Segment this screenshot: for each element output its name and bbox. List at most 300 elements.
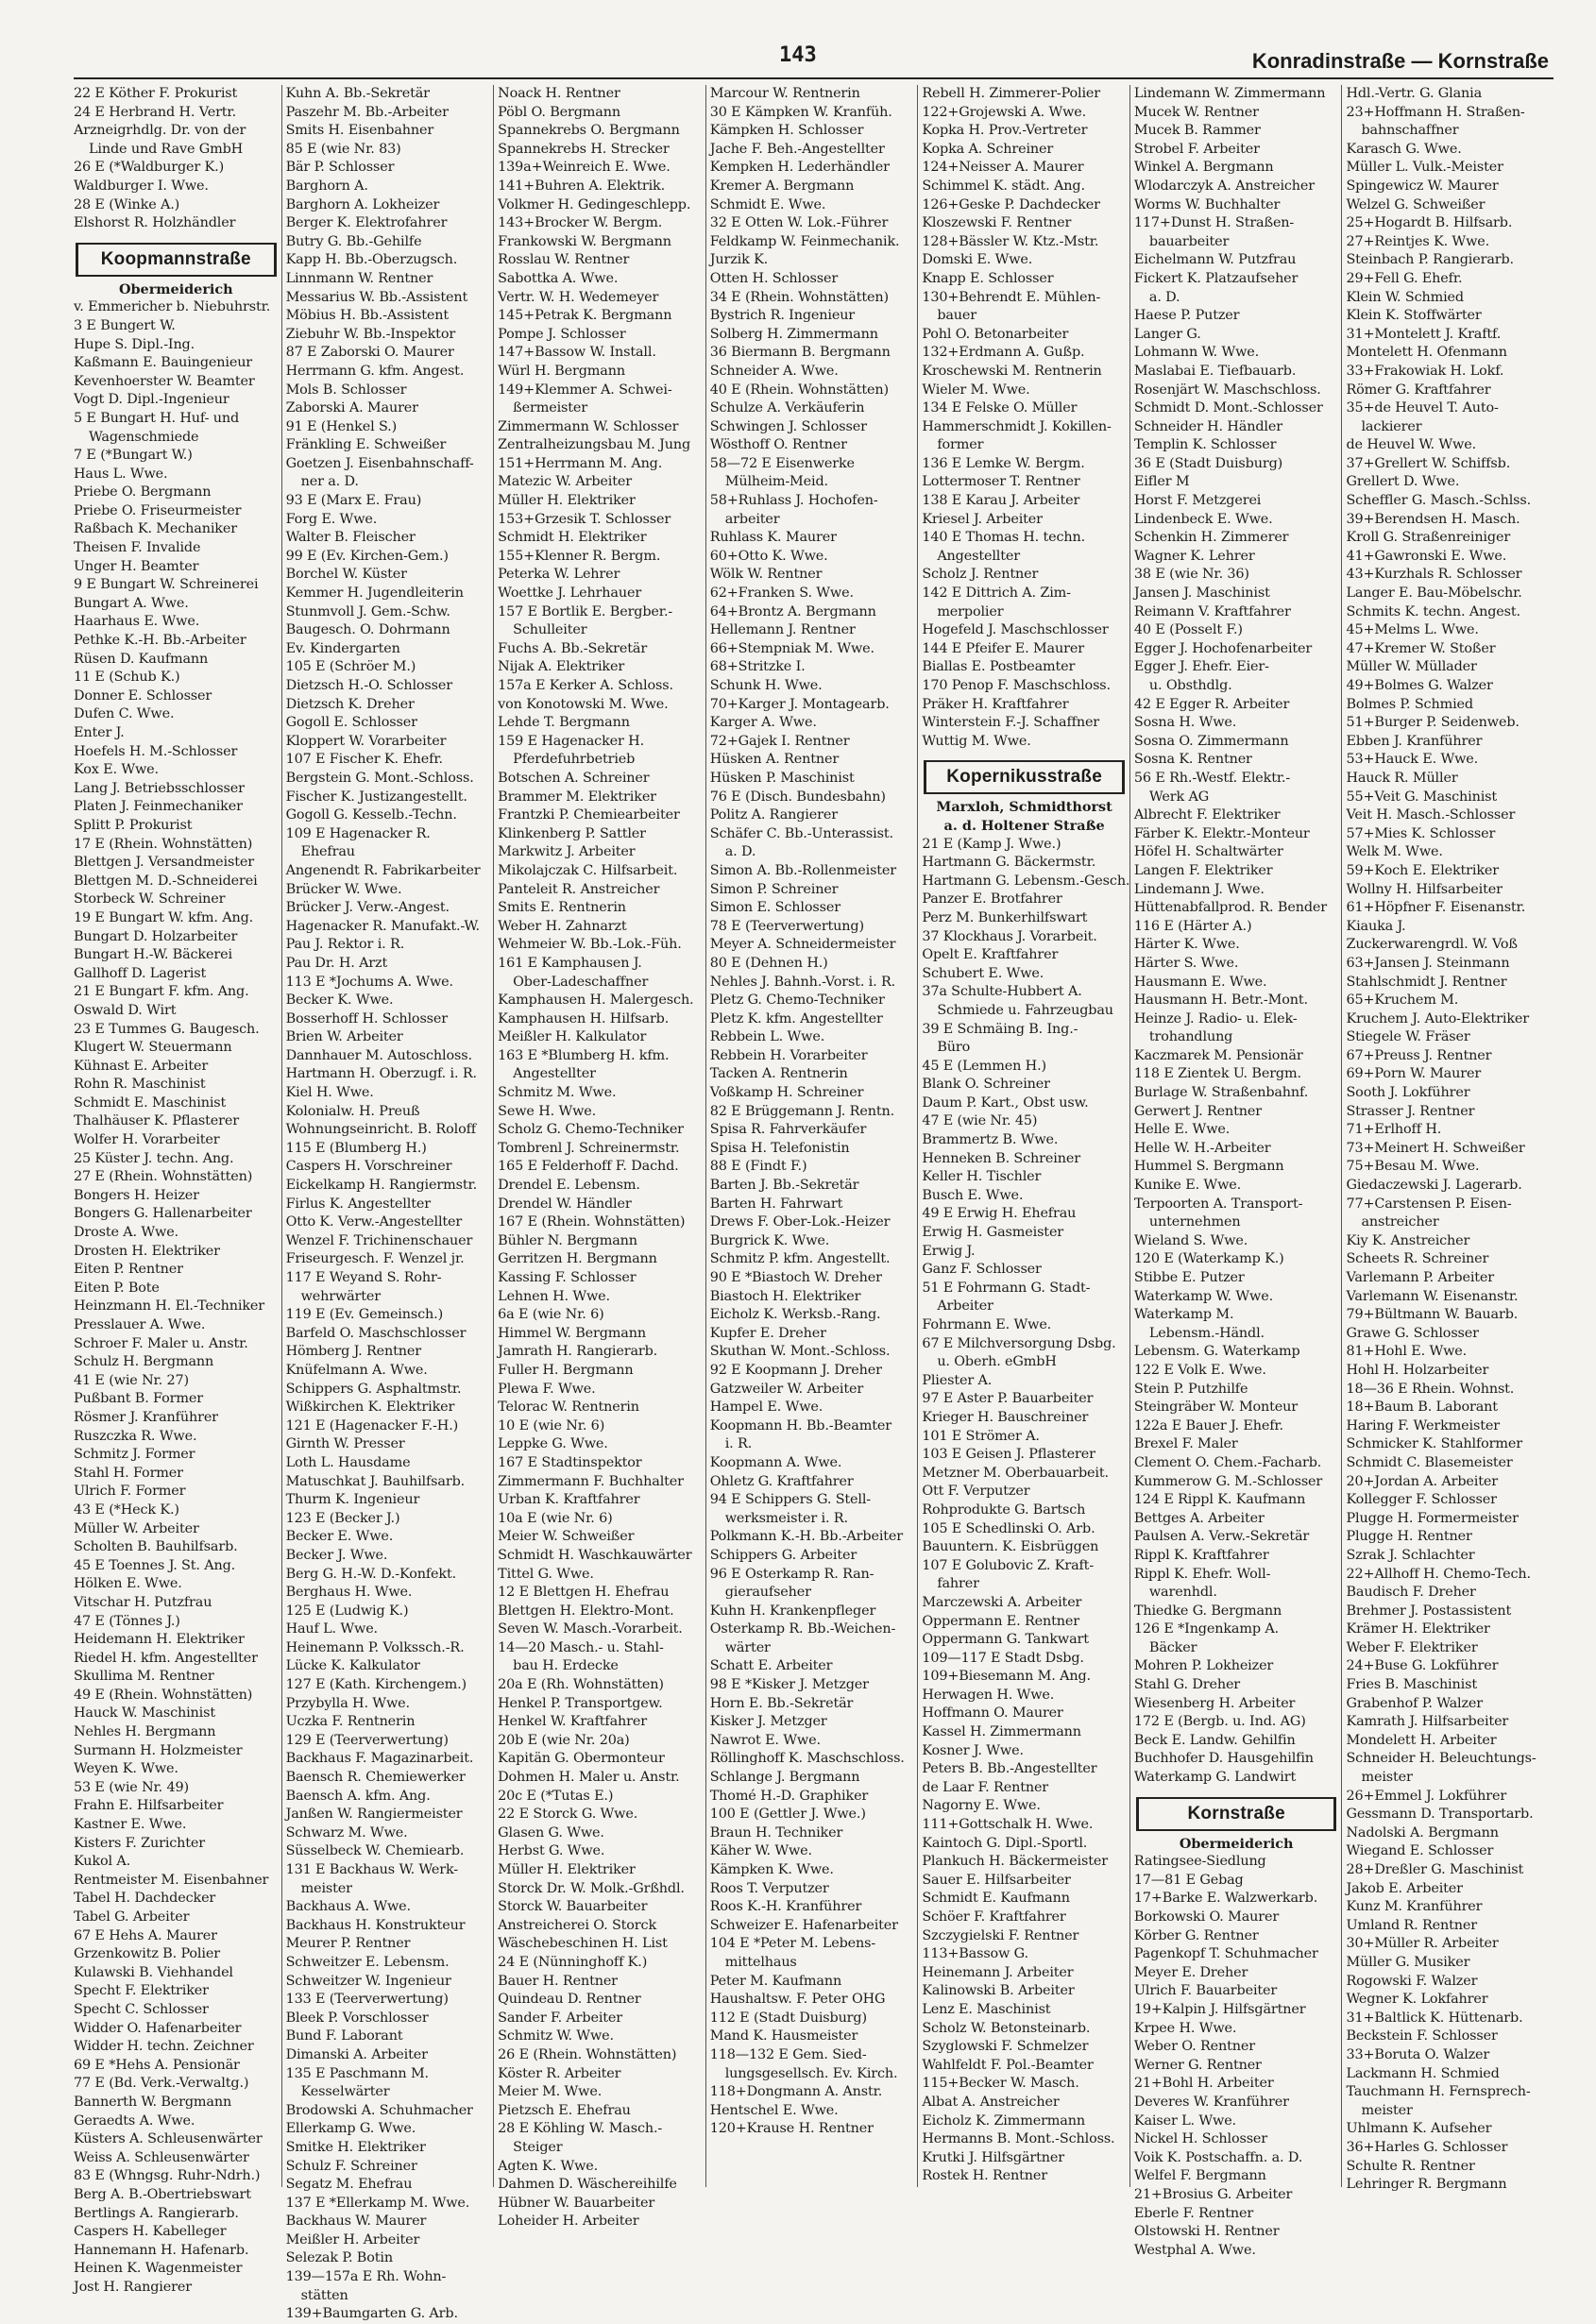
resident-entry: Kruchem J. Auto-Elektriker [1346, 1010, 1530, 1026]
resident-entry: Heinemann J. Arbeiter [922, 1964, 1074, 1980]
resident-entry: 23 E Tummes G. Baugesch. [74, 1021, 260, 1037]
resident-entry: Grzenkowitz B. Polier [74, 1946, 220, 1962]
resident-entry: Beckstein F. Schlosser [1346, 2028, 1498, 2044]
resident-entry: 117+Dunst H. Straßen- [1133, 215, 1295, 231]
resident-entry: Pau J. Rektor i. R. [285, 937, 405, 953]
resident-entry: Zuckerwarengrdl. W. Voß [1346, 937, 1518, 953]
resident-entry: Peters B. Bb.-Angestellter [922, 1761, 1097, 1777]
resident-entry: de Heuvel W. Wwe. [1346, 437, 1477, 453]
resident-entry: 49+Bolmes G. Walzer [1346, 678, 1493, 693]
resident-entry: Stibbe E. Putzer [1133, 1270, 1245, 1285]
resident-entry: 20a E (Rh. Wohnstätten) [498, 1677, 664, 1693]
resident-entry: Lottermoser T. Rentner [922, 474, 1080, 490]
resident-entry: Plewa F. Wwe. [498, 1381, 596, 1397]
resident-entry: Herwagen H. Wwe. [922, 1687, 1055, 1703]
resident-entry: Thomé H.-D. Graphiker [709, 1788, 869, 1804]
resident-entry: Sewe H. Wwe. [498, 1103, 597, 1119]
resident-entry: Solberg H. Zimmermann [709, 326, 878, 342]
resident-entry: Zaborski A. Maurer [285, 400, 418, 416]
resident-entry: 40 E (Posselt F.) [1133, 622, 1243, 638]
resident-entry: Sander F. Arbeiter [498, 2010, 623, 2026]
resident-entry: Loheider H. Arbeiter [498, 2214, 639, 2230]
resident-entry: Schimmel K. städt. Ang. [922, 178, 1085, 194]
resident-entry: Kaiser L. Wwe. [1133, 2112, 1236, 2129]
resident-entry: Spisa H. Telefonistin [709, 1140, 850, 1156]
resident-entry: Theisen F. Invalide [74, 540, 201, 556]
resident-entry: Kiauka J. [1346, 918, 1406, 934]
resident-entry: Jansen J. Maschinist [1133, 585, 1270, 602]
resident-entry: Karasch G. Wwe. [1346, 141, 1462, 157]
resident-entry: Ober-Ladeschaffner [513, 974, 649, 990]
resident-entry: Eberle F. Rentner [1133, 2205, 1254, 2221]
resident-entry: Sooth J. Lokführer [1346, 1085, 1470, 1101]
resident-entry: 172 E (Bergb. u. Ind. AG) [1133, 1714, 1306, 1730]
resident-entry: Spannekrebs O. Bergmann [498, 123, 680, 139]
resident-entry: Wiegand E. Schlosser [1346, 1843, 1494, 1859]
resident-entry: Schneider A. Wwe. [709, 363, 839, 379]
resident-entry: 39+Berendsen H. Masch. [1346, 511, 1520, 527]
resident-entry: Drendel W. Händler [498, 1196, 632, 1212]
resident-entry: Otto K. Verw.-Angestellter [285, 1214, 463, 1230]
resident-entry: 85 E (wie Nr. 83) [285, 141, 401, 157]
resident-entry: Wohnungseinricht. B. Roloff [285, 1122, 476, 1138]
resident-entry: Bongers G. Hallenarbeiter [74, 1206, 252, 1222]
resident-entry: Seven W. Masch.-Vorarbeit. [498, 1621, 683, 1637]
resident-entry: Caspers H. Kabelleger [74, 2224, 227, 2240]
resident-entry: 58—72 E Eisenwerke [709, 455, 855, 471]
resident-entry: Pietzsch E. Ehefrau [498, 2102, 631, 2118]
resident-entry: Horn E. Bb.-Sekretär [709, 1695, 854, 1711]
resident-entry: meister [300, 1880, 352, 1896]
resident-entry: Kuhn A. Bb.-Sekretär [285, 86, 430, 101]
resident-entry: Polkmann K.-H. Bb.-Arbeiter [709, 1529, 903, 1545]
resident-entry: 21 E (Kamp J. Wwe.) [922, 836, 1061, 852]
resident-entry: Brodowski A. Schuhmacher [285, 2102, 473, 2118]
resident-entry: Brehmer J. Postassistent [1346, 1603, 1512, 1619]
resident-entry: 132+Erdmann A. Gußp. [922, 345, 1085, 361]
resident-entry: Schmidt E. Kaufmann [922, 1891, 1070, 1907]
resident-entry: Droste A. Wwe. [74, 1225, 178, 1241]
resident-entry: 118 E Zientek U. Bergm. [1133, 1066, 1301, 1082]
resident-entry: 19+Kalpin J. Hilfsgärtner [1133, 2001, 1306, 2017]
resident-entry: Hauck R. Müller [1346, 770, 1458, 786]
resident-entry: Unger H. Beamter [74, 558, 199, 574]
resident-entry: Panteleit R. Anstreicher [498, 881, 660, 897]
resident-entry: 133 E (Teerverwertung) [285, 1992, 449, 2008]
resident-entry: Kempken H. Lederhändler [709, 160, 890, 176]
resident-entry: 104 E *Peter M. Lebens- [709, 1936, 876, 1952]
resident-entry: 45 E Toennes J. St. Ang. [74, 1557, 236, 1573]
resident-entry: Bauer H. Rentner [498, 1973, 618, 1989]
resident-entry: Feldkamp W. Feinmechanik. [709, 233, 900, 249]
resident-entry: 142 E Dittrich A. Zim- [922, 585, 1071, 602]
resident-entry: Schweitzer E. Lebensm. [285, 1954, 450, 1970]
resident-entry: Schulze A. Verkäuferin [709, 400, 865, 416]
resident-entry: Nehles J. Bahnh.-Vorst. i. R. [709, 974, 896, 990]
resident-entry: Bleek P. Vorschlosser [285, 2010, 429, 2026]
resident-entry: Oppermann G. Tankwart [922, 1632, 1089, 1648]
resident-entry: 98 E *Kisker J. Metzger [709, 1677, 869, 1693]
resident-entry: Kriesel J. Arbeiter [922, 511, 1043, 527]
resident-entry: Präker H. Kraftfahrer [922, 696, 1069, 712]
resident-entry: 109—117 E Stadt Dsbg. [922, 1650, 1084, 1666]
resident-entry: Zentralheizungsbau M. Jung [498, 437, 691, 453]
resident-entry: Maslabai E. Tiefbauarb. [1133, 363, 1297, 379]
resident-entry: Bungart D. Holzarbeiter [74, 928, 238, 944]
resident-entry: 45+Melms L. Wwe. [1346, 622, 1479, 638]
resident-entry: Schmits K. techn. Angest. [1346, 603, 1520, 619]
resident-entry: Schroer F. Maler u. Anstr. [74, 1335, 248, 1351]
resident-entry: Stahl H. Former [74, 1465, 183, 1481]
resident-entry: Firlus K. Angestellter [285, 1196, 431, 1212]
resident-entry: Kopka H. Prov.-Vertreter [922, 123, 1088, 139]
resident-entry: 82 E Brüggemann J. Rentn. [709, 1103, 894, 1119]
resident-entry: Mols B. Schlosser [285, 382, 407, 398]
resident-entry: Barten H. Fahrwart [709, 1196, 843, 1212]
resident-entry: Terpoorten A. Transport- [1133, 1196, 1303, 1212]
resident-entry: Glasen G. Wwe. [498, 1824, 604, 1841]
resident-entry: Tabel G. Arbeiter [74, 1909, 190, 1925]
resident-entry: Hübner W. Bauarbeiter [498, 2195, 655, 2211]
resident-entry: Scholz G. Chemo-Techniker [498, 1122, 684, 1138]
resident-entry: 122 E Volk E. Wwe. [1133, 1362, 1266, 1378]
resident-entry: Kollegger F. Schlosser [1346, 1492, 1497, 1508]
resident-entry: Heinemann P. Volkssch.-R. [285, 1639, 465, 1655]
resident-entry: Meurer P. Rentner [285, 1936, 411, 1952]
resident-entry: 139—157a E Rh. Wohn- [285, 2269, 447, 2285]
resident-entry: Osterkamp R. Bb.-Weichen- [709, 1621, 896, 1637]
resident-entry: Spannekrebs H. Strecker [498, 141, 670, 157]
resident-entry: Bergstein G. Mont.-Schloss. [285, 770, 474, 786]
resident-entry: 28 E Köhling W. Masch.- [498, 2121, 663, 2137]
resident-entry: Noack H. Rentner [498, 86, 620, 101]
resident-entry: Voik K. Postschaffn. a. D. [1133, 2149, 1303, 2165]
resident-entry: Welfel F. Bergmann [1133, 2168, 1266, 2184]
resident-entry: Becker J. Wwe. [285, 1547, 388, 1563]
resident-entry: 113 E *Jochums A. Wwe. [285, 974, 453, 990]
resident-entry: Caspers H. Vorschreiner [285, 1159, 452, 1175]
resident-entry: 129 E (Teerverwertung) [285, 1732, 449, 1748]
resident-entry: Mohren P. Lokheizer [1133, 1658, 1274, 1674]
resident-entry: Berg G. H.-W. D.-Konfekt. [285, 1566, 457, 1582]
resident-entry: Meier M. Wwe. [498, 2084, 603, 2100]
resident-entry: 36 Biermann B. Bergmann [709, 345, 891, 361]
resident-entry: Schneider H. Beleuchtungs- [1346, 1751, 1537, 1767]
resident-entry: 35+de Heuvel T. Auto- [1346, 400, 1499, 416]
resident-entry: Hummel S. Bergmann [1133, 1159, 1284, 1175]
resident-entry: Haus L. Wwe. [74, 466, 168, 482]
district-subheading: Marxloh, Schmidthorst [936, 799, 1112, 816]
resident-entry: Backhaus W. Maurer [285, 2214, 427, 2230]
resident-entry: Schmitz M. Wwe. [498, 1085, 617, 1101]
resident-entry: Kunz M. Kranführer [1346, 1899, 1483, 1915]
resident-entry: Beck E. Landw. Gehilfin [1133, 1732, 1296, 1748]
resident-entry: Karger A. Wwe. [709, 715, 817, 731]
resident-entry: lungsgesellsch. Ev. Kirch. [724, 2065, 898, 2081]
resident-entry: former [937, 437, 984, 453]
resident-entry: 43+Kurzhals R. Schlosser [1346, 567, 1522, 583]
resident-entry: Pöbl O. Bergmann [498, 104, 620, 120]
resident-entry: Schöer F. Kraftfahrer [922, 1909, 1066, 1925]
resident-entry: 126+Geske P. Dachdecker [922, 196, 1100, 212]
resident-entry: Eicholz K. Zimmermann [922, 2112, 1085, 2129]
resident-entry: 9 E Bungart W. Schreinerei [74, 577, 259, 593]
resident-entry: Storck Dr. W. Molk.-Grßhdl. [498, 1880, 685, 1896]
resident-entry: Blettgen J. Versandmeister [74, 855, 254, 871]
resident-entry: Blettgen M. D.-Schneiderei [74, 873, 258, 889]
resident-entry: Brücker W. Wwe. [285, 881, 402, 897]
resident-entry: 3 E Bungert W. [74, 317, 176, 333]
resident-entry: Wolfer H. Vorarbeiter [74, 1132, 220, 1148]
resident-entry: Bungart A. Wwe. [74, 595, 189, 611]
resident-entry: Priebe O. Friseurmeister [74, 502, 242, 518]
resident-entry: 22 E Storck G. Wwe. [498, 1807, 638, 1823]
resident-entry: Krpee H. Wwe. [1133, 2020, 1237, 2036]
resident-entry: Klein W. Schmied [1346, 289, 1464, 305]
resident-entry: 78 E (Teerverwertung) [709, 918, 864, 934]
resident-entry: Mülheim-Meid. [724, 474, 828, 490]
resident-entry: Möbius H. Bb.-Assistent [285, 308, 449, 324]
resident-entry: Henkel W. Kraftfahrer [498, 1714, 647, 1730]
resident-entry: Ehefrau [300, 844, 355, 860]
resident-entry: Erwig H. Gasmeister [922, 1225, 1064, 1241]
resident-entry: Linde und Rave GmbH [89, 141, 244, 157]
column-5 [917, 85, 1129, 2187]
resident-entry: Schmitz P. kfm. Angestellt. [709, 1251, 891, 1267]
resident-entry: Forg E. Wwe. [285, 511, 378, 527]
resident-entry: Becker E. Wwe. [285, 1529, 394, 1545]
resident-entry: Müller G. Musiker [1346, 1954, 1470, 1970]
resident-entry: Kamphausen H. Hilfsarb. [498, 1010, 670, 1026]
resident-entry: Uhlmann K. Aufseher [1346, 2121, 1492, 2137]
resident-entry: Gallhoff D. Lagerist [74, 965, 207, 981]
resident-entry: Splitt P. Prokurist [74, 817, 193, 833]
resident-entry: Schmitz W. Wwe. [498, 2028, 614, 2044]
resident-entry: Schwarz M. Wwe. [285, 1824, 408, 1841]
resident-entry: 122+Grojewski A. Wwe. [922, 104, 1087, 120]
resident-entry: Fuller H. Bergmann [498, 1362, 634, 1378]
resident-entry: bauarbeiter [1148, 233, 1230, 249]
resident-entry: 145+Petrak K. Bergmann [498, 308, 672, 324]
resident-entry: Backhaus H. Konstrukteur [285, 1917, 466, 1933]
resident-entry: Kühnast E. Arbeiter [74, 1058, 209, 1074]
resident-entry: Storbeck W. Schreiner [74, 891, 226, 908]
resident-entry: Nijak A. Elektriker [498, 659, 625, 675]
resident-entry: Schubert E. Wwe. [922, 965, 1044, 981]
resident-entry: 20c E (*Tutas E.) [498, 1788, 614, 1804]
resident-entry: Schulz H. Bergmann [74, 1354, 214, 1370]
resident-entry: 136 E Lemke W. Bergm. [922, 455, 1085, 471]
resident-entry: Röllinghoff K. Maschschloss. [709, 1751, 905, 1767]
resident-entry: Bertlings A. Rangierarb. [74, 2205, 239, 2221]
resident-entry: Frankowski W. Bergmann [498, 233, 671, 249]
resident-entry: Haring F. Werkmeister [1346, 1417, 1500, 1433]
resident-entry: Jost H. Rangierer [74, 2279, 192, 2295]
resident-entry: Ziebuhr W. Bb.-Inspektor [285, 326, 456, 342]
resident-entry: Mikolajczak C. Hilfsarbeit. [498, 862, 678, 878]
resident-entry: Fohrmann E. Wwe. [922, 1317, 1052, 1332]
resident-entry: 124+Neisser A. Maurer [922, 160, 1084, 176]
resident-entry: Grabenhof P. Walzer [1346, 1695, 1484, 1711]
resident-entry: Biastoch H. Elektriker [709, 1288, 861, 1304]
resident-entry: Bolmes P. Schmied [1346, 696, 1473, 712]
resident-entry: Hampel E. Wwe. [709, 1399, 823, 1416]
resident-entry: Clement O. Chem.-Facharb. [1133, 1454, 1322, 1470]
resident-entry: Szyglowski F. Schmelzer [922, 2039, 1089, 2055]
resident-entry: 117 E Weyand S. Rohr- [285, 1270, 442, 1285]
resident-entry: Agten K. Wwe. [498, 2158, 599, 2174]
resident-entry: Schmidt H. Waschkauwärter [498, 1547, 692, 1563]
resident-entry: Panzer E. Brotfahrer [922, 891, 1062, 908]
resident-entry: bau H. Erdecke [513, 1658, 619, 1674]
resident-entry: Kiel H. Wwe. [285, 1085, 374, 1101]
resident-entry: Knüfelmann A. Wwe. [285, 1362, 428, 1378]
resident-entry: 109+Biesemann M. Ang. [922, 1669, 1091, 1685]
resident-entry: Scholz J. Rentner [922, 567, 1039, 583]
resident-entry: 167 E Stadtinspektor [498, 1454, 642, 1470]
resident-entry: Riedel H. kfm. Angestellter [74, 1650, 258, 1666]
resident-entry: Hausmann E. Wwe. [1133, 974, 1267, 990]
resident-entry: Hauck W. Maschinist [74, 1705, 215, 1722]
resident-entry: Brammer M. Elektriker [498, 789, 656, 805]
resident-entry: Busch E. Wwe. [922, 1187, 1024, 1203]
column-6 [1129, 85, 1342, 2258]
resident-entry: Meyer E. Dreher [1133, 1964, 1248, 1980]
resident-entry: 126 E *Ingenkamp A. [1133, 1621, 1280, 1637]
street-heading: Kopernikusstraße [924, 760, 1125, 794]
resident-entry: Haushaltsw. F. Peter OHG [709, 1992, 886, 2008]
resident-entry: Müller H. Elektriker [498, 1862, 636, 1877]
resident-entry: 20b E (wie Nr. 20a) [498, 1732, 630, 1748]
resident-entry: 24 E (Nünninghoff K.) [498, 1954, 648, 1970]
resident-entry: Jache F. Beh.-Angestellter [709, 141, 885, 157]
resident-entry: 63+Jansen J. Steinmann [1346, 955, 1510, 971]
resident-entry: Rentmeister M. Eisenbahner [74, 1872, 269, 1888]
resident-entry: Szczygielski F. Rentner [922, 1927, 1079, 1943]
resident-entry: Varlemann P. Arbeiter [1346, 1270, 1494, 1285]
resident-entry: Hüttenabfallprod. R. Bender [1133, 900, 1327, 916]
resident-entry: Bäcker [1148, 1639, 1197, 1655]
resident-entry: Scholz W. Betonsteinarb. [922, 2020, 1091, 2036]
resident-entry: 30+Müller R. Arbeiter [1346, 1936, 1499, 1952]
resident-entry: Fuchs A. Bb.-Sekretär [498, 640, 648, 656]
resident-entry: Bühler N. Bergmann [498, 1232, 637, 1248]
resident-entry: Goetzen J. Eisenbahnschaff- [285, 455, 474, 471]
resident-entry: Dietzsch K. Dreher [285, 696, 415, 712]
resident-entry: Kopka A. Schreiner [922, 141, 1054, 157]
resident-entry: 21+Bohl H. Arbeiter [1133, 2076, 1274, 2092]
resident-entry: Tauchmann H. Fernsprech- [1346, 2084, 1531, 2100]
resident-entry: 18—36 E Rhein. Wohnst. [1346, 1381, 1515, 1397]
resident-entry: 107 E Fischer K. Ehefr. [285, 752, 443, 768]
resident-entry: 87 E Zaborski O. Maurer [285, 345, 454, 361]
resident-entry: Lebensm. G. Waterkamp [1133, 1344, 1300, 1360]
resident-entry: Eickelkamp H. Rangiermstr. [285, 1178, 478, 1194]
resident-entry: Hölken E. Wwe. [74, 1576, 182, 1592]
resident-entry: Widder H. techn. Zeichner [74, 2039, 254, 2055]
resident-entry: Hoefels H. M.-Schlosser [74, 743, 238, 759]
resident-entry: Quindeau D. Rentner [498, 1992, 641, 2008]
resident-entry: Borkowski O. Maurer [1133, 1909, 1280, 1925]
resident-entry: 59+Koch E. Elektriker [1346, 862, 1499, 878]
resident-entry: 24 E Herbrand H. Vertr. [74, 104, 237, 120]
resident-entry: Kisker J. Metzger [709, 1714, 827, 1730]
resident-entry: Hannemann H. Hafenarb. [74, 2242, 249, 2258]
resident-entry: Kevenhoerster W. Beamter [74, 373, 255, 389]
resident-entry: Knapp E. Schlosser [922, 270, 1054, 286]
district-subheading: a. d. Holtener Straße [943, 817, 1105, 834]
resident-entry: 40 E (Rhein. Wohnstätten) [709, 382, 889, 398]
resident-entry: Ganz F. Schlosser [922, 1262, 1042, 1278]
resident-entry: 72+Gajek I. Rentner [709, 733, 850, 749]
resident-entry: Angenendt R. Fabrikarbeiter [285, 862, 481, 878]
resident-entry: 127 E (Kath. Kirchengem.) [285, 1677, 467, 1693]
resident-entry: 120 E (Waterkamp K.) [1133, 1251, 1284, 1267]
resident-entry: 67 E Hehs A. Maurer [74, 1927, 217, 1943]
resident-entry: Hentschel E. Wwe. [709, 2102, 839, 2118]
resident-entry: Kummerow G. M.-Schlosser [1133, 1473, 1323, 1489]
resident-entry: Körber G. Rentner [1133, 1927, 1259, 1943]
resident-entry: Wuttig M. Wwe. [922, 733, 1031, 749]
resident-entry: Kupfer E. Dreher [709, 1325, 826, 1341]
resident-entry: Kesselwärter [300, 2084, 390, 2100]
resident-entry: Keller H. Tischler [922, 1169, 1042, 1185]
resident-entry: Köster R. Arbeiter [498, 2065, 621, 2081]
resident-entry: 116 E (Härter A.) [1133, 918, 1252, 934]
resident-entry: Schweitzer W. Ingenieur [285, 1973, 451, 1989]
resident-entry: 144 E Pfeifer E. Maurer [922, 640, 1084, 656]
resident-entry: 30 E Kämpken W. Kranfüh. [709, 104, 892, 120]
street-heading: Koopmannstraße [76, 243, 277, 277]
resident-entry: Tombrenl J. Schreinermstr. [498, 1140, 680, 1156]
resident-entry: Helle W. H.-Arbeiter [1133, 1140, 1271, 1156]
resident-entry: Bungart H.-W. Bäckerei [74, 947, 232, 963]
resident-entry: Schäfer C. Bb.-Unterassist. [709, 825, 893, 841]
resident-entry: Stein P. Putzhilfe [1133, 1381, 1248, 1397]
resident-entry: 41 E (wie Nr. 27) [74, 1372, 190, 1388]
resident-entry: Schmidt E. Maschinist [74, 1094, 227, 1111]
resident-entry: Templin K. Schlosser [1133, 437, 1277, 453]
resident-entry: Schwingen J. Schlosser [709, 418, 867, 434]
resident-entry: trohandlung [1148, 1029, 1233, 1045]
resident-entry: Nehles H. Bergmann [74, 1724, 216, 1740]
resident-entry: 80 E (Dehnen H.) [709, 955, 828, 971]
resident-entry: Backhaus A. Wwe. [285, 1899, 411, 1915]
resident-entry: Heinen K. Wagenmeister [74, 2261, 243, 2277]
resident-entry: 6a E (wie Nr. 6) [498, 1307, 604, 1323]
resident-entry: 155+Klenner R. Bergm. [498, 548, 661, 564]
resident-entry: Ratingsee-Siedlung [1133, 1854, 1266, 1870]
resident-entry: Otten H. Schlosser [709, 270, 839, 286]
resident-entry: 97 E Aster P. Bauarbeiter [922, 1391, 1094, 1407]
resident-entry: 90 E *Biastoch W. Dreher [709, 1270, 882, 1285]
resident-entry: 66+Stempniak M. Wwe. [709, 640, 874, 656]
resident-entry: Pau Dr. H. Arzt [285, 955, 388, 971]
resident-entry: 21 E Bungart F. kfm. Ang. [74, 984, 249, 1000]
resident-entry: Kalinowski B. Arbeiter [922, 1983, 1075, 1999]
resident-entry: Sosna O. Zimmermann [1133, 733, 1289, 749]
resident-entry: Nagorny E. Wwe. [922, 1798, 1041, 1814]
resident-entry: Vitschar H. Putzfrau [74, 1594, 212, 1610]
resident-entry: 25 Küster J. techn. Ang. [74, 1150, 234, 1166]
resident-entry: Rüsen D. Kaufmann [74, 651, 209, 667]
resident-entry: Giedaczewski J. Lagerarb. [1346, 1178, 1522, 1194]
resident-entry: Höfel H. Schaltwärter [1133, 844, 1283, 860]
resident-entry: Volkmer H. Gedingeschlepp. [498, 196, 691, 212]
resident-entry: Hdl.-Vertr. G. Glania [1346, 86, 1483, 101]
resident-entry: Strasser J. Rentner [1346, 1103, 1475, 1119]
resident-entry: Skuthan W. Mont.-Schloss. [709, 1344, 891, 1360]
